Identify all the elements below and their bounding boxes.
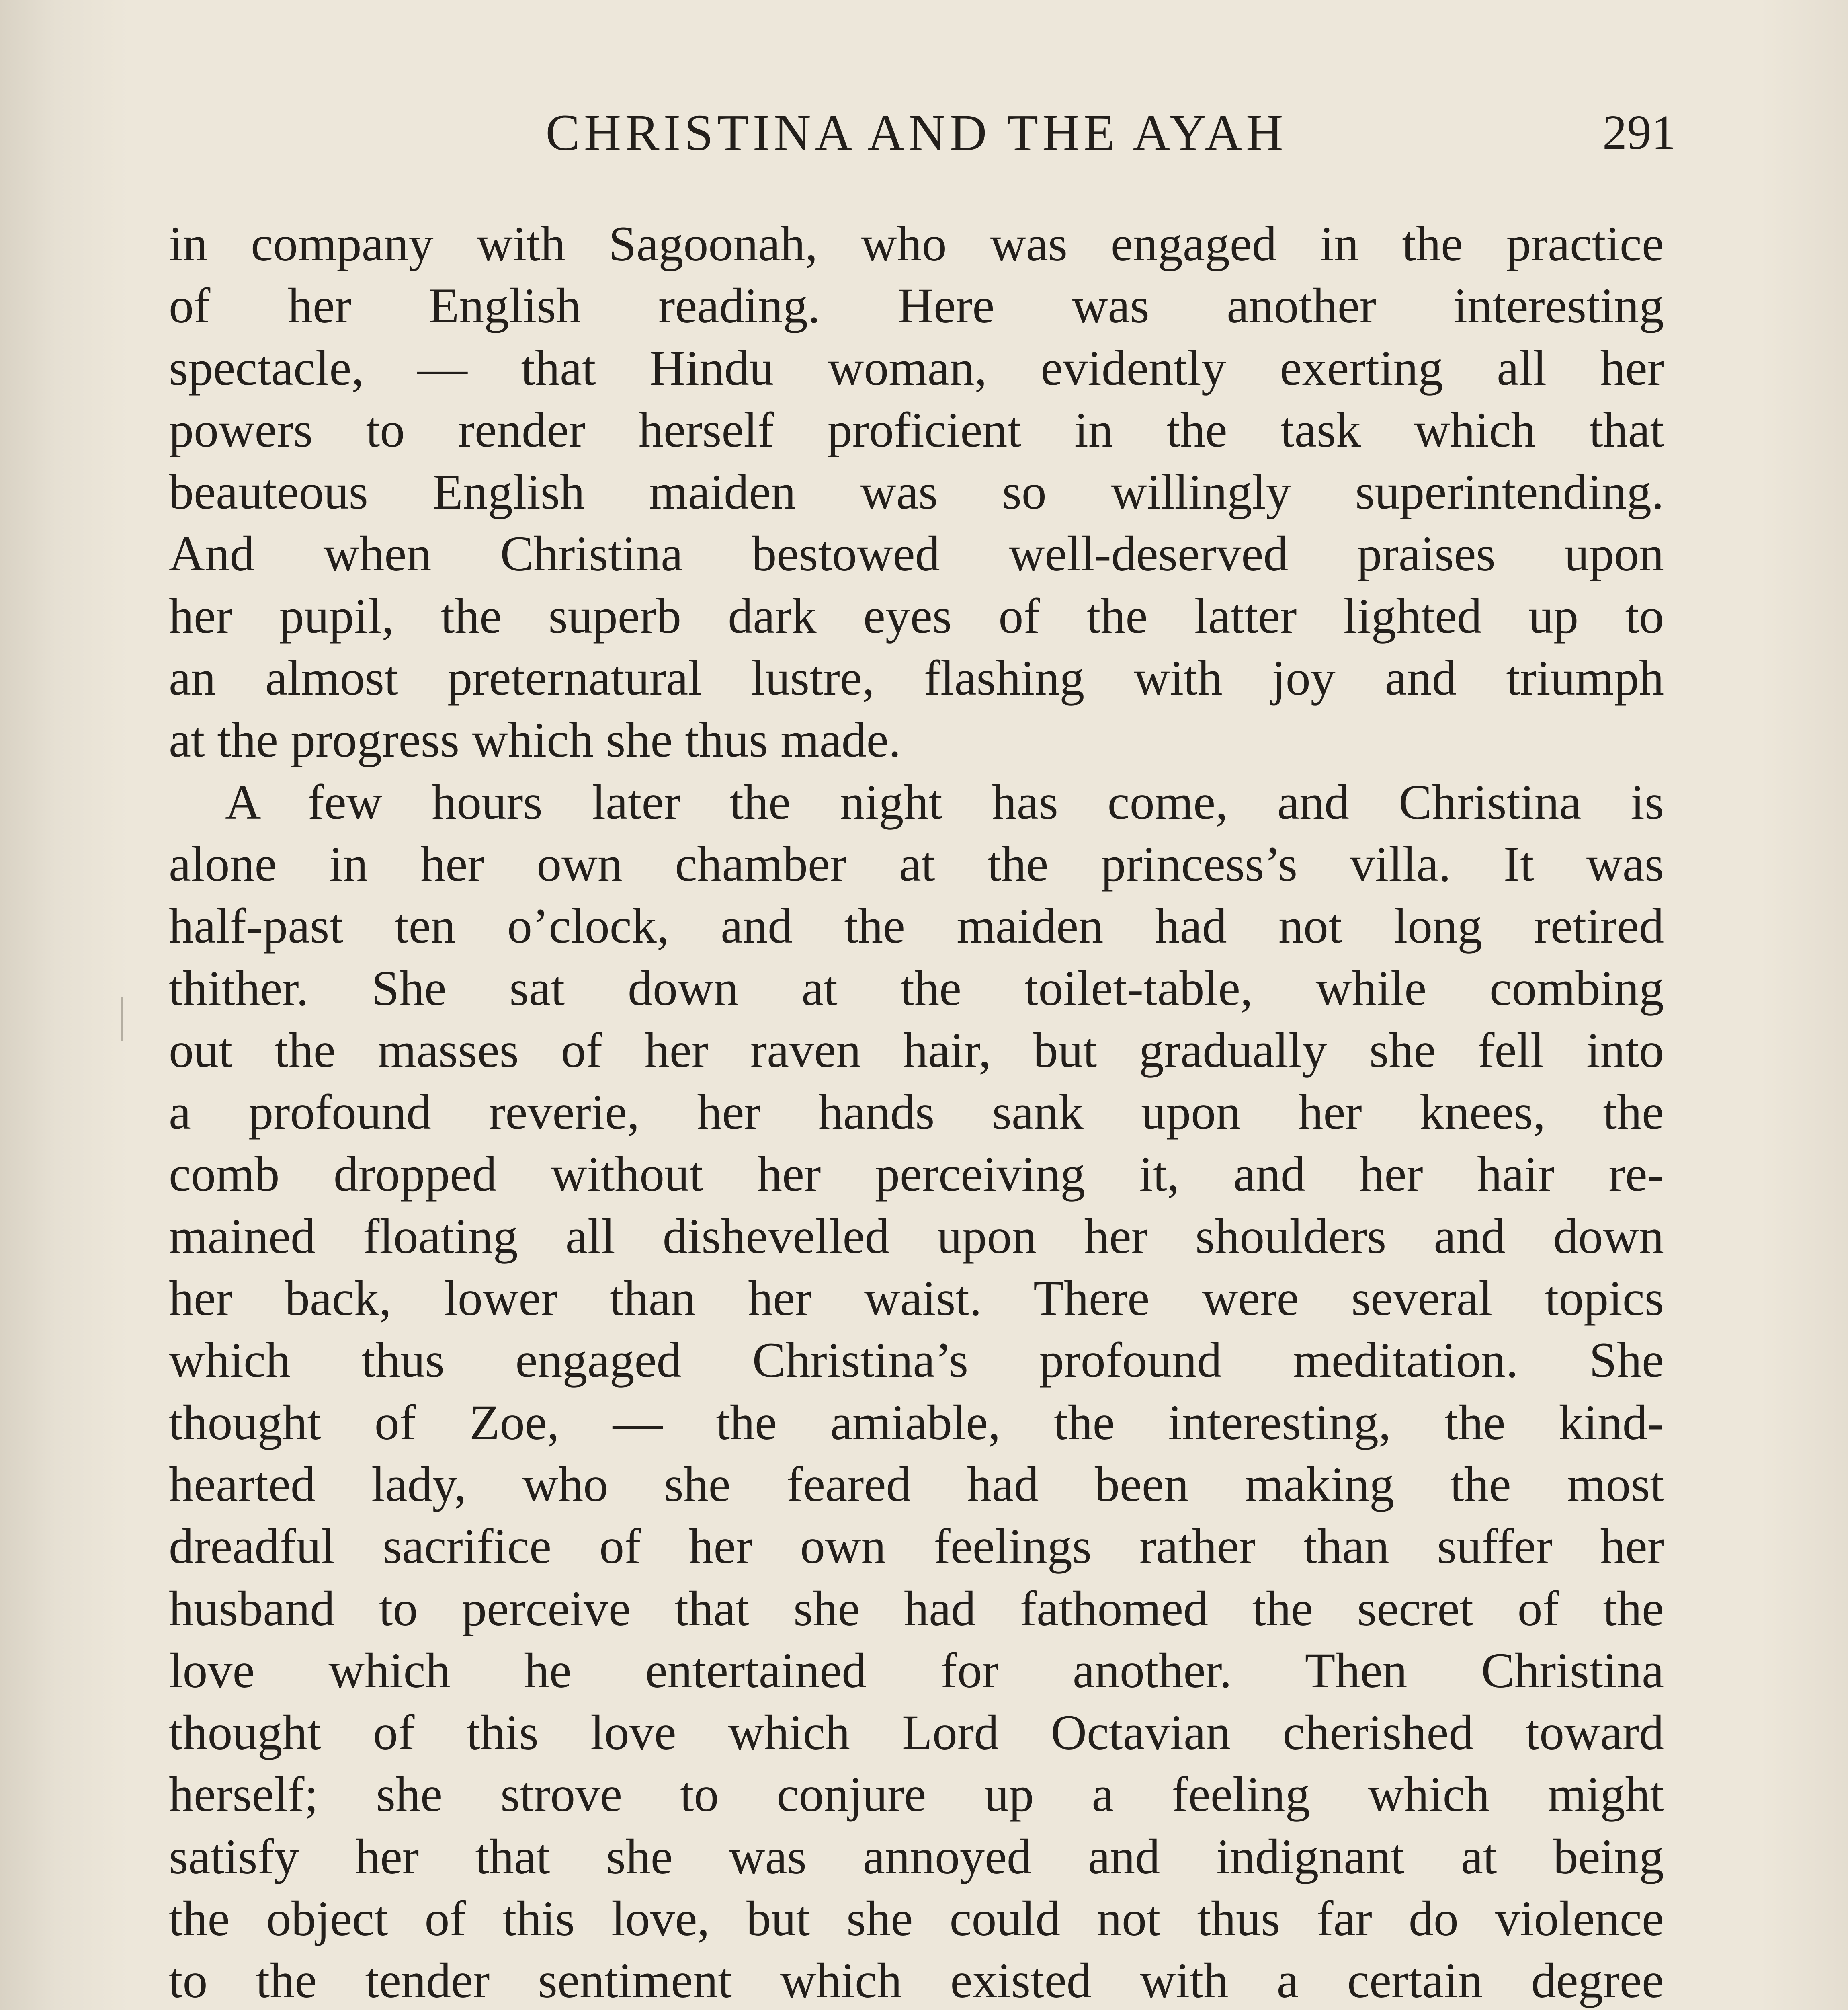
text-line: thought of this love which Lord Octavian cherished toward: [169, 1705, 1664, 1760]
text-line: spectacle, — that Hindu woman, evidently exerting all her: [169, 340, 1664, 396]
text-line: alone in her own chamber at the princess’s villa. It was: [169, 836, 1664, 892]
running-title: CHRISTINA AND THE AYAH: [545, 104, 1287, 161]
text-line: beauteous English maiden was so willingly superintending.: [169, 464, 1664, 520]
text-line: mained floating all dishevelled upon her shoulders and down: [169, 1208, 1664, 1264]
text-line: at the progress which she thus made.: [169, 712, 901, 768]
text-line: comb dropped without her perceiving it, and her hair re-: [169, 1147, 1664, 1202]
text-line: out the masses of her raven hair, but gradually she fell into: [169, 1022, 1664, 1078]
running-header: [169, 100, 1676, 165]
text-line: of her English reading. Here was another interesting: [169, 278, 1664, 334]
text-line: which thus engaged Christina’s profound meditation. She: [169, 1333, 1664, 1388]
text-line: an almost preternatural lustre, flashing with joy and triumph: [169, 650, 1664, 706]
text-line: husband to perceive that she had fathomed the secret of the: [169, 1581, 1664, 1636]
text-line: the object of this love, but she could not thus far do violence: [169, 1891, 1664, 1946]
text-line: half-past ten o’clock, and the maiden had not long retired: [169, 898, 1664, 954]
text-line: powers to render herself proficient in the task which that: [169, 402, 1664, 457]
text-line: thought of Zoe, — the amiable, the interesting, the kind-: [169, 1395, 1664, 1450]
text-line: in company with Sagoonah, who was engaged in the practice: [169, 216, 1664, 271]
text-line: A few hours later the night has come, and Christina is: [225, 774, 1664, 830]
text-line: her pupil, the superb dark eyes of the latter lighted up to: [169, 588, 1664, 644]
text-line: dreadful sacrifice of her own feelings rather than suffer her: [169, 1519, 1664, 1574]
text-line: hearted lady, who she feared had been making the most: [169, 1456, 1664, 1512]
text-line: a profound reverie, her hands sank upon her knees, the: [169, 1085, 1664, 1140]
text-line: herself; she strove to conjure up a feeling which might: [169, 1767, 1664, 1822]
text-line: thither. She sat down at the toilet-table, while combing: [169, 960, 1664, 1016]
text-line: satisfy her that she was annoyed and indignant at being: [169, 1829, 1664, 1884]
text-line: And when Christina bestowed well-deserved praises upon: [169, 526, 1664, 582]
body-text: [169, 213, 1664, 2010]
text-line: love which he entertained for another. Then Christina: [169, 1643, 1664, 1698]
text-line: to the tender sentiment which existed with a certain degree: [169, 1953, 1664, 2008]
page-number: 291: [1602, 105, 1676, 160]
text-line: her back, lower than her waist. There were several topics: [169, 1271, 1664, 1326]
margin-mark: [121, 997, 123, 1041]
